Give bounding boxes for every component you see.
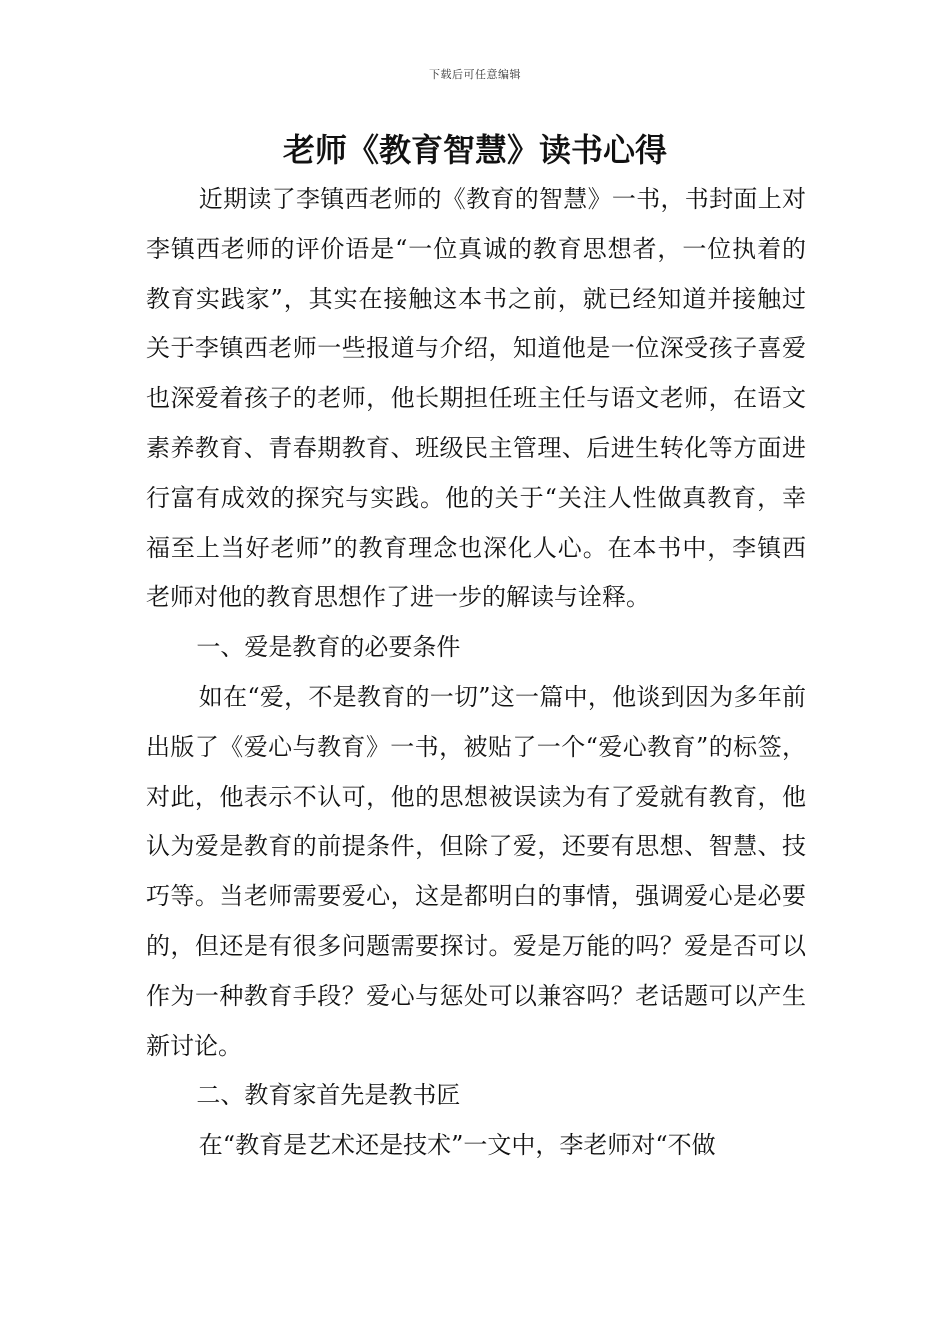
section-heading-2: 二、教育家首先是教书匠: [196, 1081, 461, 1110]
section-heading-1: 一、爱是教育的必要条件: [196, 633, 461, 662]
header-note: 下载后可任意编辑: [429, 68, 521, 81]
paragraph-intro: 近期读了李镇西老师的《教育的智慧》一书，书封面上对李镇西老师的评价语是“一位真诚的教育思想者，一位执着的教育实践家”，其实在接触这本书之前，就已经知道并接触过关于李镇西老师一些报道与介绍，知道他是一位深受孩子喜爱也深爱着孩子的老师，他长期担任班主任与语文老师，在语文素养教育、青春期教育、班级民主管理、后进生转化等方面进行富有成效的探究与实践。他的关于“关注人性做真教育，幸福至上当好老师”的教育理念也深化人心。在本书中，李镇西老师对他的教育思想作了进一步的解读与诠释。: [146, 185, 806, 612]
document-title: 老师《教育智慧》读书心得: [282, 131, 667, 169]
paragraph-art-technique: 在“教育是艺术还是技术”一文中，李老师对“不做: [198, 1131, 716, 1160]
document-body: [146, 175, 806, 1171]
paragraph-love: 如在“爱，不是教育的一切”这一篇中，他谈到因为多年前出版了《爱心与教育》一书，被贴了一个“爱心教育”的标签，对此，他表示不认可，他的思想被误读为有了爱就有教育，他认为爱是教育的前提条件，但除了爱，还要有思想、智慧、技巧等。当老师需要爱心，这是都明白的事情，强调爱心是必要的，但还是有很多问题需要探讨。爱是万能的吗？爱是否可以作为一种教育手段？爱心与惩处可以兼容吗？老话题可以产生新讨论。: [146, 682, 806, 1060]
